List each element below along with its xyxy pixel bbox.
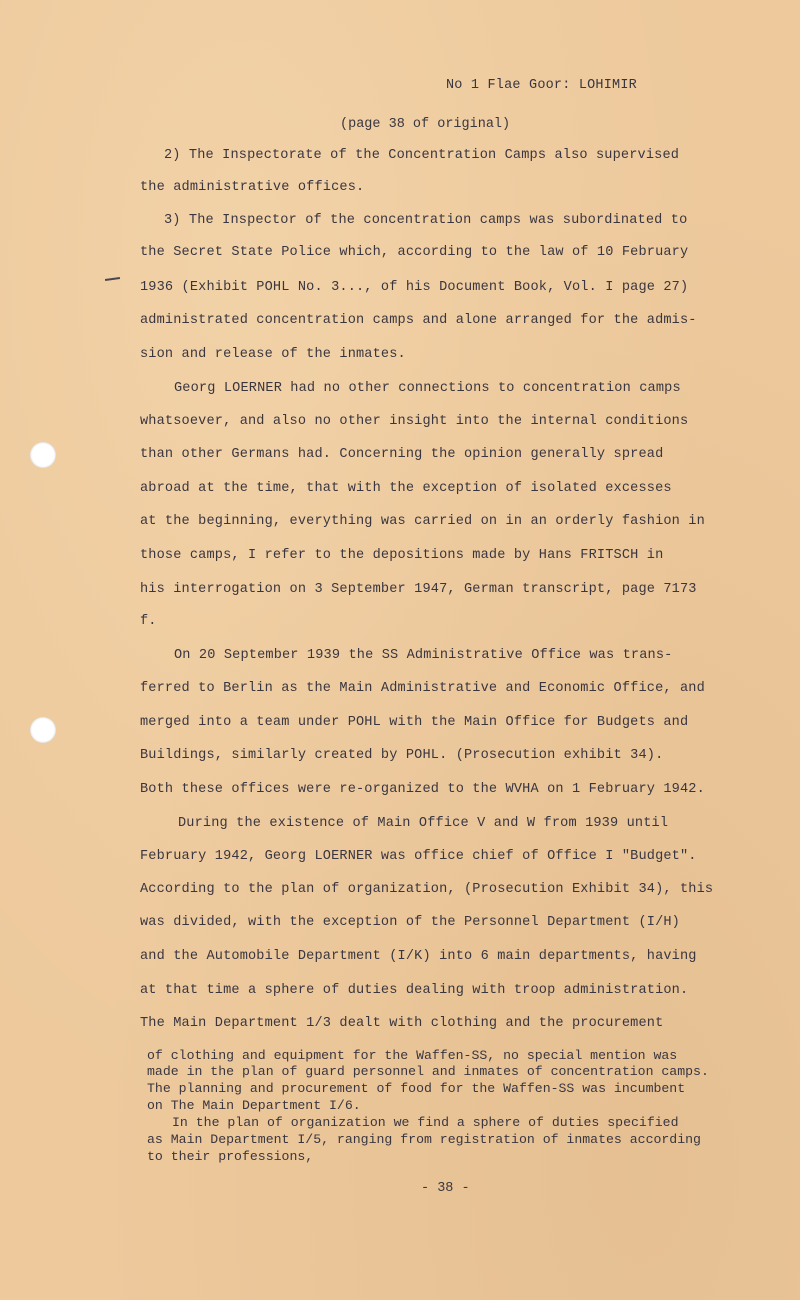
text-line: to their professions,	[147, 1149, 314, 1164]
text-line: February 1942, Georg LOERNER was office chief of Office I "Budget".	[140, 849, 697, 864]
punch-hole	[30, 717, 56, 743]
margin-mark	[105, 277, 120, 281]
page-number: - 38 -	[421, 1181, 470, 1196]
text-line: According to the plan of organization, (Prosecution Exhibit 34), this	[140, 882, 714, 897]
punch-hole	[30, 442, 56, 468]
page-reference: (page 38 of original)	[340, 117, 511, 132]
text-line: On 20 September 1939 the SS Administrative Office was trans-	[174, 648, 673, 663]
text-line: The planning and procurement of food for the Waffen-SS was incumbent	[147, 1081, 686, 1096]
text-line: ferred to Berlin as the Main Administrative and Economic Office, and	[140, 681, 705, 696]
text-line: the Secret State Police which, according to the law of 10 February	[140, 245, 689, 260]
text-line: those camps, I refer to the depositions made by Hans FRITSCH in	[140, 548, 664, 563]
text-line: on The Main Department I/6.	[147, 1098, 361, 1113]
text-line: f.	[140, 614, 157, 629]
text-line: made in the plan of guard personnel and inmates of concentration camps.	[147, 1064, 709, 1079]
text-line: of clothing and equipment for the Waffen-SS, no special mention was	[147, 1048, 678, 1063]
text-line: In the plan of organization we find a sphere of duties specified	[172, 1115, 679, 1130]
text-line: 1936 (Exhibit POHL No. 3..., of his Document Book, Vol. I page 27)	[140, 280, 689, 295]
text-line: abroad at the time, that with the exception of isolated excesses	[140, 481, 672, 496]
text-line: merged into a team under POHL with the Main Office for Budgets and	[140, 715, 689, 730]
text-line: than other Germans had. Concerning the opinion generally spread	[140, 447, 664, 462]
text-line: During the existence of Main Office V and W from 1939 until	[178, 816, 669, 831]
text-line: The Main Department 1/3 dealt with clothing and the procurement	[140, 1016, 664, 1031]
text-line: at that time a sphere of duties dealing with troop administration.	[140, 983, 689, 998]
text-line: Buildings, similarly created by POHL. (Prosecution exhibit 34).	[140, 748, 664, 763]
text-line: and the Automobile Department (I/K) into 6 main departments, having	[140, 949, 697, 964]
text-line: as Main Department I/5, ranging from registration of inmates according	[147, 1132, 701, 1147]
text-line: at the beginning, everything was carried on in an orderly fashion in	[140, 514, 705, 529]
text-line: Georg LOERNER had no other connections to concentration camps	[174, 381, 681, 396]
text-line: administrated concentration camps and alone arranged for the admis-	[140, 313, 697, 328]
text-line: Both these offices were re-organized to the WVHA on 1 February 1942.	[140, 782, 705, 797]
text-line: whatsoever, and also no other insight into the internal conditions	[140, 414, 689, 429]
text-line: 3) The Inspector of the concentration camps was subordinated to	[164, 213, 688, 228]
text-line: the administrative offices.	[140, 180, 365, 195]
text-line: his interrogation on 3 September 1947, German transcript, page 7173	[140, 582, 697, 597]
text-line: sion and release of the inmates.	[140, 347, 406, 362]
header-line: No 1 Flae Goor: LOHIMIR	[446, 78, 637, 93]
text-line: was divided, with the exception of the Personnel Department (I/H)	[140, 915, 680, 930]
text-line: 2) The Inspectorate of the Concentration Camps also supervised	[164, 148, 680, 163]
